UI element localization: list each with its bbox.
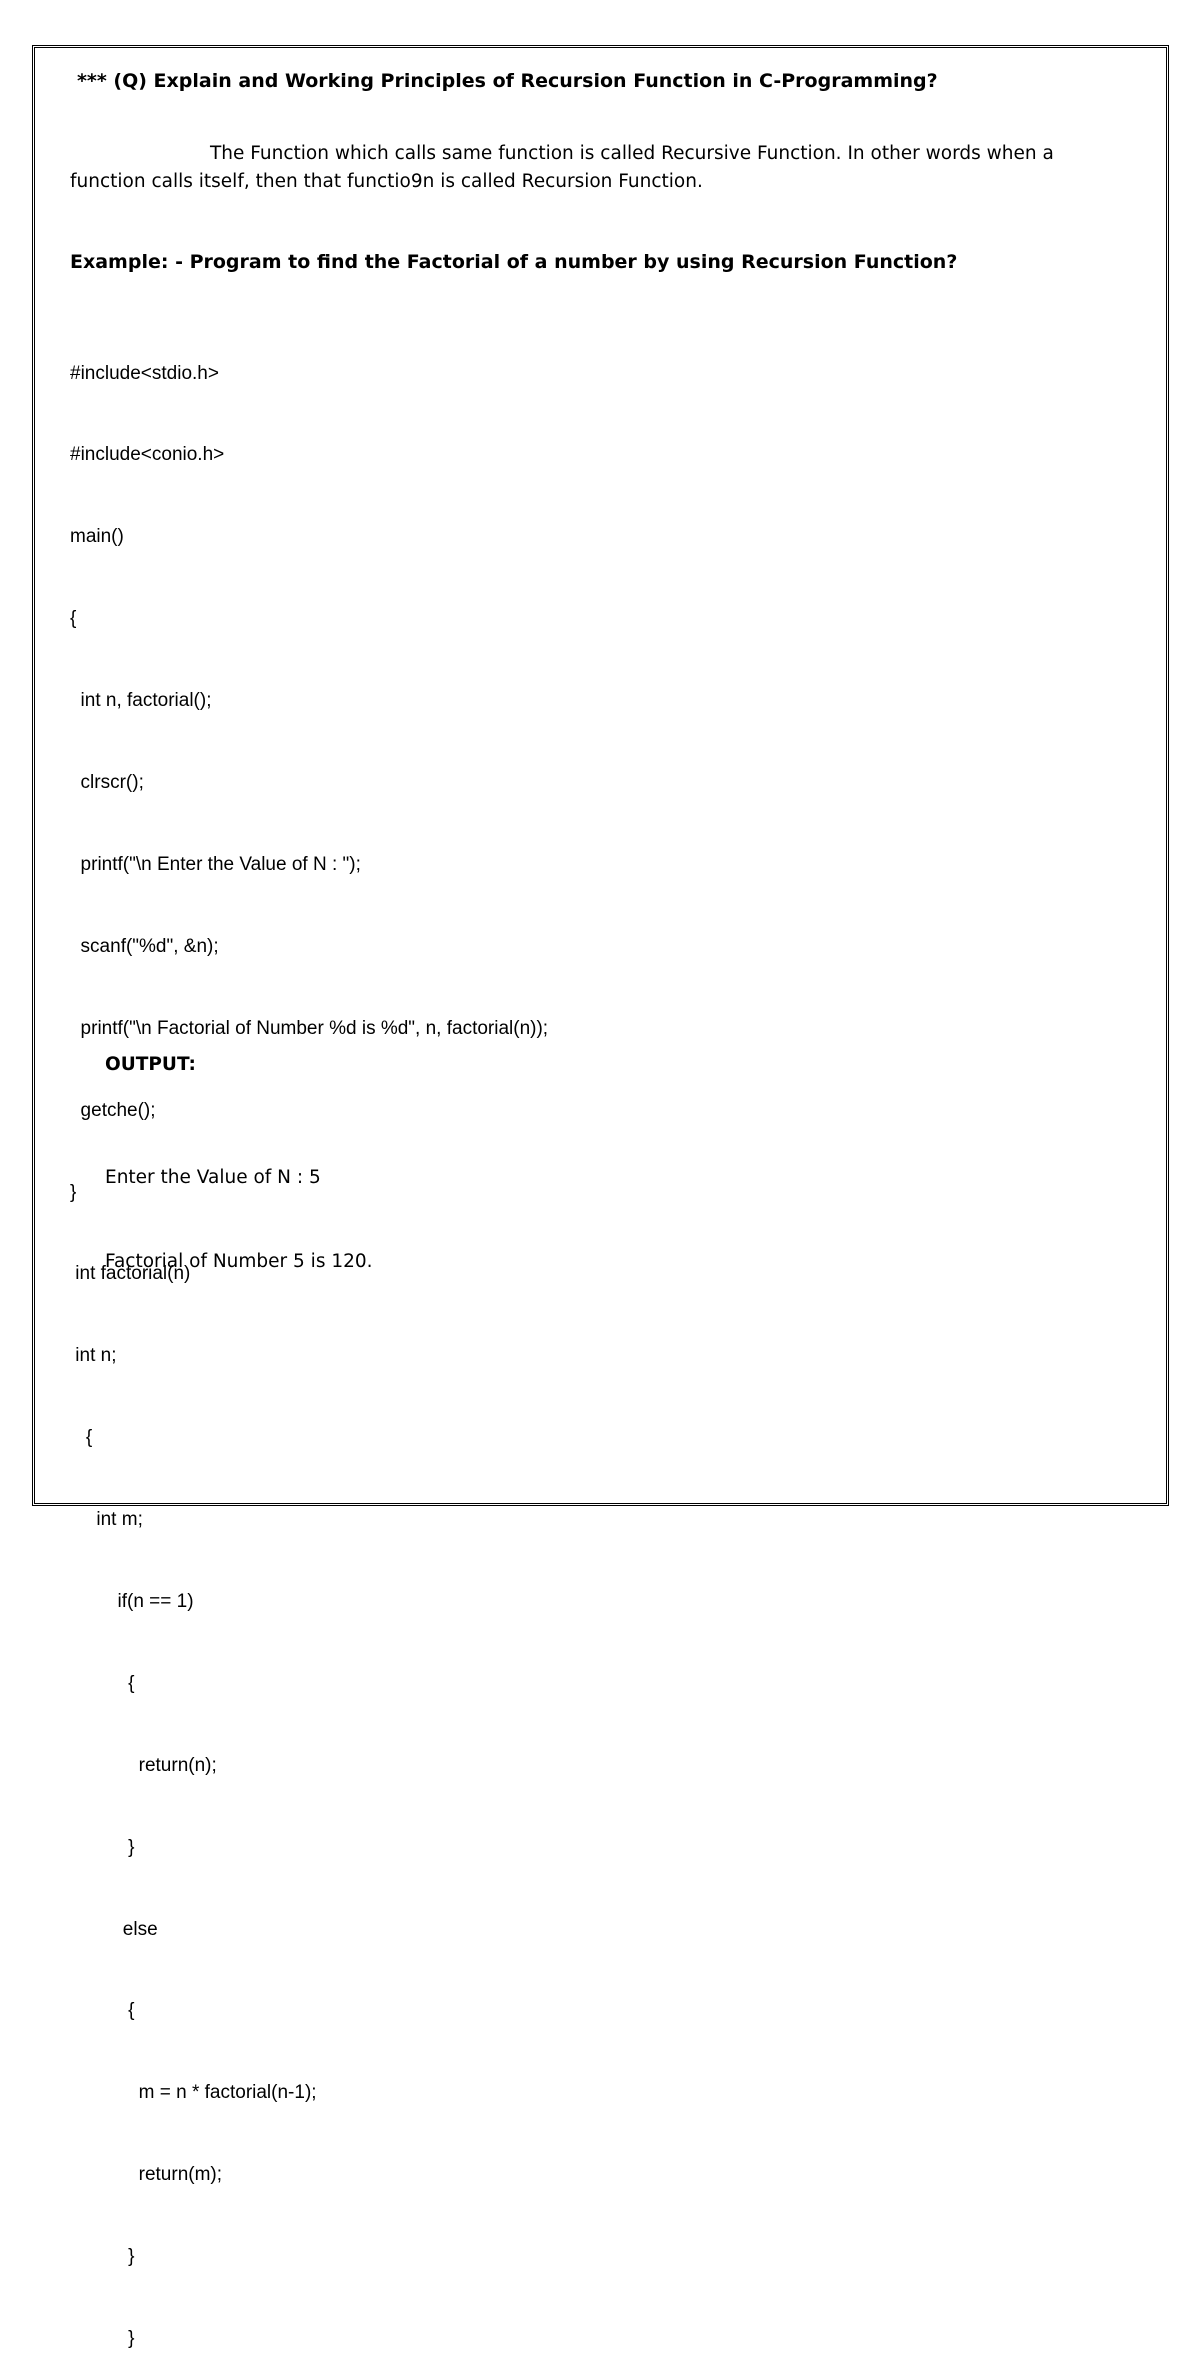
code-line: int m; (70, 1509, 143, 1531)
code-line: int factorial(n) (70, 1263, 191, 1285)
code-line: clrscr(); (70, 772, 144, 794)
output-line: Factorial of Number 5 is 120. (105, 1251, 373, 1272)
code-line: } (70, 1181, 77, 1203)
output-heading: OUTPUT: (105, 1054, 196, 1075)
code-line: return(n); (70, 1754, 217, 1776)
code-line: { (70, 1672, 135, 1694)
code-line: { (70, 2000, 135, 2022)
code-line: printf("\n Enter the Value of N : "); (70, 853, 361, 875)
code-line: int n; (70, 1345, 117, 1367)
code-line: } (70, 2246, 135, 2268)
code-block (70, 305, 548, 2380)
code-line: else (70, 1918, 158, 1940)
code-line: m = n * factorial(n-1); (70, 2082, 317, 2104)
code-line: if(n == 1) (70, 1590, 194, 1612)
code-line: } (70, 2327, 135, 2349)
output-block (105, 1108, 373, 1304)
code-line: return(m); (70, 2164, 223, 2186)
code-line: scanf("%d", &n); (70, 935, 219, 957)
code-line: getche(); (70, 1099, 156, 1121)
definition-paragraph: The Function which calls same function is called Recursive Function. In other words when a function calls itself, then that functio9n is called Recursion Function. (70, 143, 1054, 192)
code-line: int n, factorial(); (70, 690, 212, 712)
question-title: *** (Q) Explain and Working Principles of Recursion Function in C-Programming? (77, 70, 938, 92)
code-line: { (70, 608, 77, 630)
code-line: { (70, 1427, 93, 1449)
example-heading: Example: - Program to find the Factorial of a number by using Recursion Function? (70, 251, 958, 273)
code-line: printf("\n Factorial of Number %d is %d", n, factorial(n)); (70, 1017, 549, 1039)
output-line: Enter the Value of N : 5 (105, 1167, 321, 1188)
code-line: #include<stdio.h> (70, 362, 219, 384)
code-line: main() (70, 526, 124, 548)
code-line: } (70, 1836, 135, 1858)
code-line: #include<conio.h> (70, 444, 225, 466)
